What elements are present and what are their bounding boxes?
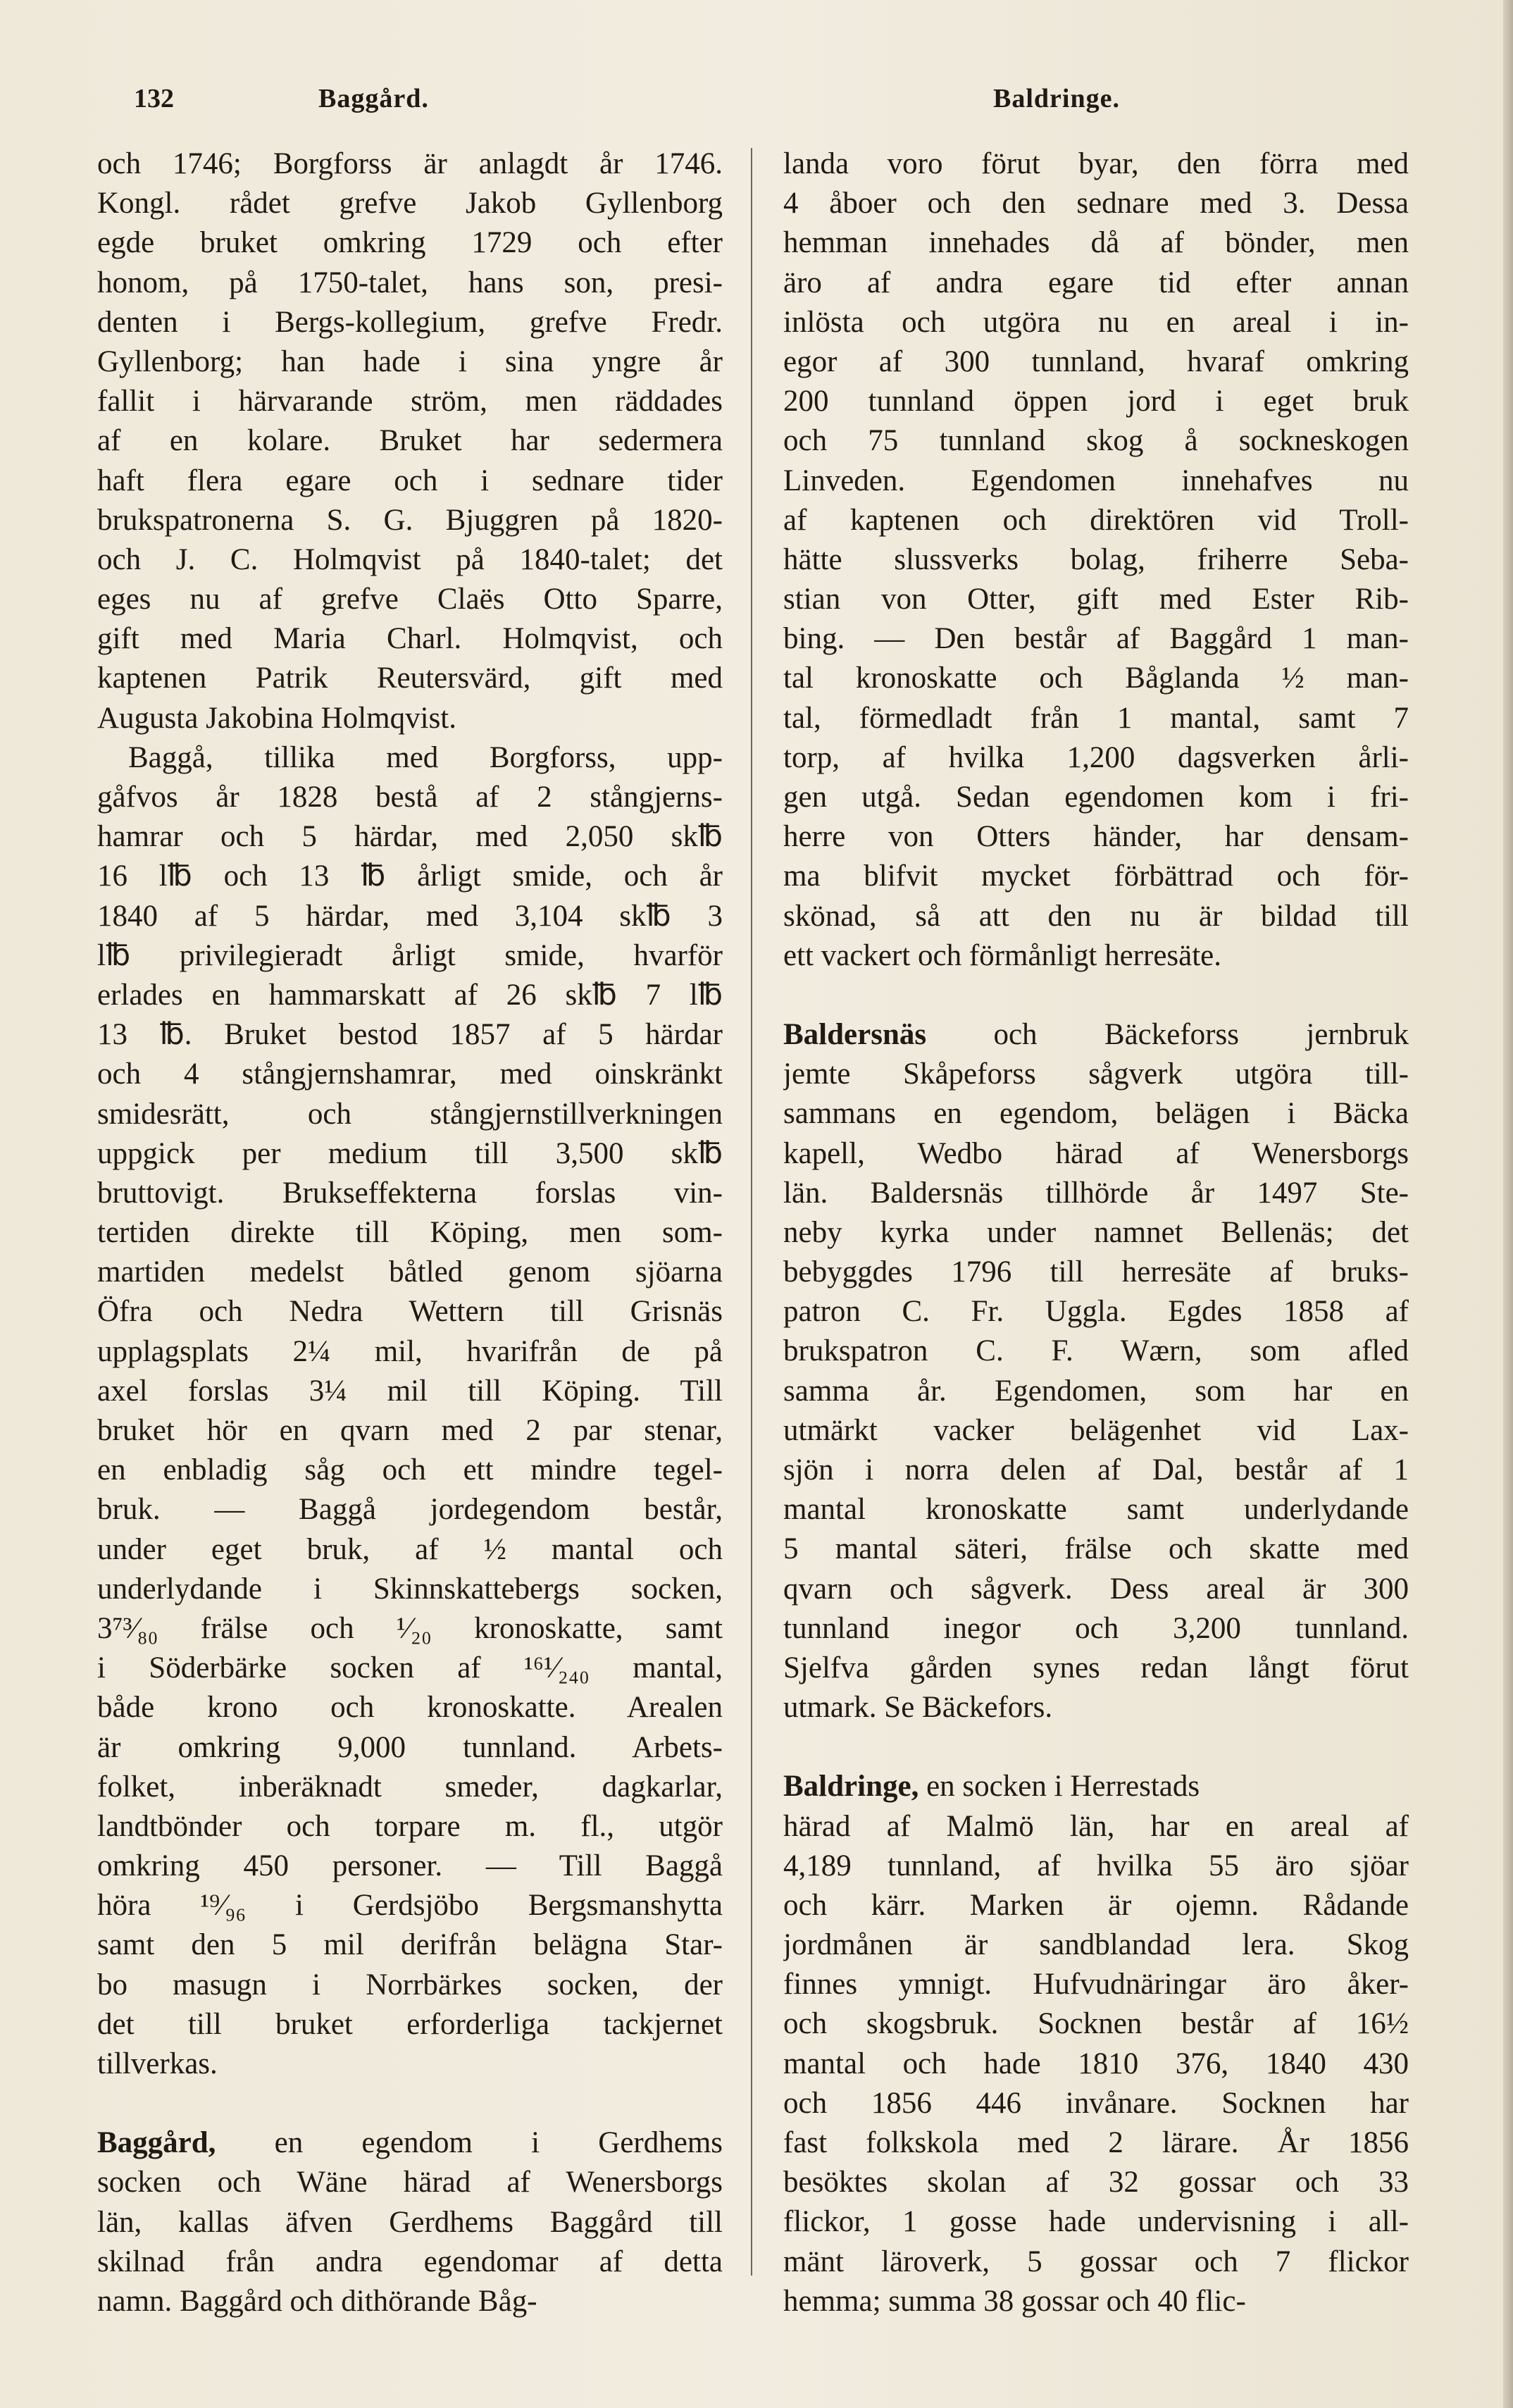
left-running-head: Baggård. xyxy=(318,84,429,113)
text-line: jordmånen är sandblandad lera. Skog xyxy=(783,1928,1409,1962)
text-line: honom, på 1750-talet, hans son, presi- xyxy=(97,266,723,299)
text-line: kapell, Wedbo härad af Wenersborgs xyxy=(783,1136,1409,1170)
text-line: utmärkt vacker belägenhet vid Lax- xyxy=(783,1413,1409,1447)
text-line: län, kallas äfven Gerdhems Baggård till xyxy=(97,2205,723,2239)
text-line: Baldringe, en socken i Herrestads xyxy=(783,1770,1200,1804)
text-line: äro af andra egare tid efter annan xyxy=(783,266,1409,299)
text-line: och kärr. Marken är ojemn. Rådande xyxy=(783,1888,1409,1922)
text-line: patron C. Fr. Uggla. Egdes 1858 af xyxy=(783,1295,1409,1329)
text-line: bruttovigt. Bruksеffekterna forslas vin- xyxy=(97,1176,723,1210)
text-line: sammans en egendom, belägen i Bäcka xyxy=(783,1097,1409,1131)
text-line: flickor, 1 gosse hade undervisning i all- xyxy=(783,2205,1409,2239)
text-line: ma blifvit mycket förbättrad och för- xyxy=(783,859,1409,893)
text-line: både krono och kronoskatte. Arealen xyxy=(97,1691,723,1725)
text-line: höra ¹⁹⁄₉₆ i Gerdsjöbo Bergsmanshytta xyxy=(97,1889,723,1923)
text-line: finnes ymnigt. Hufvudnäringar äro åker- xyxy=(783,1968,1409,2002)
text-line: hamrar och 5 härdar, med 2,050 sk℔ xyxy=(97,820,723,854)
text-line: skilnad från andra egendomar af detta xyxy=(97,2245,723,2278)
text-line: omkring 450 personer. — Till Baggå xyxy=(97,1849,723,1883)
text-line: martiden medelst båtled genom sjöarna xyxy=(97,1255,723,1289)
paragraph-gap xyxy=(97,2084,723,2123)
text-line: denten i Bergs-kollegium, grefve Fredr. xyxy=(97,305,723,339)
text-line: herre von Otters händer, har densam- xyxy=(783,820,1409,854)
text-line: är omkring 9,000 tunnland. Arbets- xyxy=(97,1730,723,1764)
text-line: utmark. Se Bäckefors. xyxy=(783,1691,1053,1725)
text-line: egde bruket omkring 1729 och efter xyxy=(97,226,723,260)
text-line: 3⁷³⁄₈₀ frälse och ¹⁄₂₀ kronoskatte, samt xyxy=(97,1611,723,1645)
text-line: socken och Wäne härad af Wenersborgs xyxy=(97,2166,723,2199)
text-line: skönad, så att den nu är bildad till xyxy=(783,899,1409,933)
entry-headword: Baldersnäs xyxy=(783,1017,927,1051)
text-line: qvarn och sågverk. Dess areal är 300 xyxy=(783,1572,1409,1606)
text-line: Öfra och Nedra Wettern till Grisnäs xyxy=(97,1295,723,1329)
right-running-head: Baldringe. xyxy=(993,84,1120,113)
text-line: 200 tunnland öppen jord i eget bruk xyxy=(783,385,1409,418)
text-line: tal, förmedladt från 1 mantal, samt 7 xyxy=(783,701,1409,735)
text-line: gåfvos år 1828 bestå af 2 stångjerns- xyxy=(97,781,723,814)
text-line: samma år. Egendomen, som har en xyxy=(783,1374,1409,1408)
text-line: torp, af hvilka 1,200 dagsverken årli- xyxy=(783,740,1409,774)
text-line: hemman innehades då af bönder, men xyxy=(783,226,1409,260)
text-line: under eget bruk, af ½ mantal och xyxy=(97,1532,723,1566)
entry-headword: Baggård, xyxy=(97,2126,216,2160)
text-line: mänt läroverk, 5 gossar och 7 flickor xyxy=(783,2245,1409,2278)
text-line: hemma; summa 38 gossar och 40 flic- xyxy=(783,2284,1246,2318)
text-line: inlösta och utgöra nu en areal i in- xyxy=(783,305,1409,339)
text-line: kaptenen Patrik Reutersvärd, gift med xyxy=(97,662,723,695)
text-line: 4,189 tunnland, af hvilka 55 äro sjöar xyxy=(783,1849,1409,1882)
page-number: 132 xyxy=(134,84,174,113)
text-line: mantal och hade 1810 376, 1840 430 xyxy=(783,2047,1409,2080)
text-line: erlades en hammarskatt af 26 sk℔ 7 l℔ xyxy=(97,978,723,1012)
text-line: neby kyrka under namnet Bellenäs; det xyxy=(783,1215,1409,1249)
page-spine-edge xyxy=(1503,0,1513,2408)
text-line: bing. — Den består af Baggård 1 man- xyxy=(783,622,1409,656)
text-line: härad af Malmö län, har en areal af xyxy=(783,1809,1409,1843)
right-column xyxy=(783,144,1409,2321)
text-line: hätte slussverks bolag, friherre Seba- xyxy=(783,542,1409,576)
text-line: bo masugn i Norrbärkes socken, der xyxy=(97,1968,723,2002)
text-line: i Söderbärke socken af ¹⁶¹⁄₂₄₀ mantal, xyxy=(97,1651,723,1685)
text-line: och 4 stångjernshamrar, med oinskränkt xyxy=(97,1057,723,1091)
text-line: Baggård, en egendom i Gerdhems xyxy=(97,2126,723,2160)
text-line: och 1746; Borgforss är anlagdt år 1746. xyxy=(97,147,723,180)
text-line: fast folkskola med 2 lärare. År 1856 xyxy=(783,2126,1409,2159)
text-line: det till bruket erforderliga tackjernet xyxy=(97,2007,723,2041)
column-divider xyxy=(751,148,752,2276)
running-header xyxy=(0,83,1513,125)
text-line: samt den 5 mil derifrån belägna Star- xyxy=(97,1928,723,1962)
text-line: mantal kronoskatte samt underlydande xyxy=(783,1493,1409,1527)
text-line: axel forslas 3¼ mil till Köping. Till xyxy=(97,1374,723,1408)
text-line: Gyllenborg; han hade i sina yngre år xyxy=(97,345,723,378)
text-line: tertiden direkte till Köping, men som- xyxy=(97,1216,723,1250)
text-line: och 75 tunnland skog å sockneskogen xyxy=(783,424,1409,458)
text-line: 4 åboer och den sednare med 3. Dessa xyxy=(783,187,1409,221)
text-line: besöktes skolan af 32 gossar och 33 xyxy=(783,2166,1409,2199)
text-line: ett vackert och förmånligt herresäte. xyxy=(783,938,1222,972)
text-line: en enbladig såg och ett mindre tegel- xyxy=(97,1453,723,1487)
text-line: län. Baldersnäs tillhörde år 1497 Ste- xyxy=(783,1176,1409,1210)
text-line: sjön i norra delen af Dal, består af 1 xyxy=(783,1453,1409,1487)
text-line: fallit i härvarande ström, men räddades xyxy=(97,385,723,418)
text-line: namn. Baggård och dithörande Båg- xyxy=(97,2284,537,2318)
text-line: tal kronoskatte och Båglanda ½ man- xyxy=(783,662,1409,695)
text-line: underlydande i Skinnskattebergs socken, xyxy=(97,1572,723,1606)
text-line: uppgick per medium till 3,500 sk℔ xyxy=(97,1136,723,1170)
paragraph-gap xyxy=(783,976,1409,1015)
text-line: landa voro förut byar, den förra med xyxy=(783,147,1409,180)
text-line: Baldersnäs och Bäckeforss jernbruk xyxy=(783,1017,1409,1051)
paragraph-gap xyxy=(783,1727,1409,1767)
text-line: Sjelfva gården synes redan långt förut xyxy=(783,1651,1409,1684)
text-line: folket, inberäknadt smeder, dagkarlar, xyxy=(97,1770,723,1804)
text-line: Baggå, tillika med Borgforss, upp- xyxy=(128,740,723,774)
text-line: och 1856 446 invånare. Socknen har xyxy=(783,2086,1409,2120)
text-line: landtbönder och torpare m. fl., utgör xyxy=(97,1809,723,1843)
text-line: bebyggdes 1796 till herresäte af bruks- xyxy=(783,1255,1409,1289)
text-line: 1840 af 5 härdar, med 3,104 sk℔ 3 xyxy=(97,899,723,933)
text-line: l℔ privilegieradt årligt smide, hvarför xyxy=(97,938,723,972)
text-line: eges nu af grefve Claës Otto Sparre, xyxy=(97,583,723,616)
text-line: gen utgå. Sedan egendomen kom i fri- xyxy=(783,781,1409,814)
text-line: och J. C. Holmqvist på 1840-talet; det xyxy=(97,542,723,576)
text-line: brukspatronerna S. G. Bjuggren på 1820- xyxy=(97,503,723,537)
text-line: af en kolare. Bruket har sedermera xyxy=(97,424,723,458)
text-line: stian von Otter, gift med Ester Rib- xyxy=(783,583,1409,616)
entry-headword: Baldringe, xyxy=(783,1770,919,1804)
text-line: 5 mantal säteri, frälse och skatte med xyxy=(783,1532,1409,1566)
text-line: Linveden. Egendomen innehafves nu xyxy=(783,464,1409,497)
text-line: tunnland inegor och 3,200 tunnland. xyxy=(783,1611,1409,1645)
text-line: Augusta Jakobina Holmqvist. xyxy=(97,701,456,735)
text-line: brukspatron C. F. Wærn, som afled xyxy=(783,1334,1409,1368)
text-line: Kongl. rådet grefve Jakob Gyllenborg xyxy=(97,187,723,221)
text-line: gift med Maria Charl. Holmqvist, och xyxy=(97,622,723,656)
text-line: och skogsbruk. Socknen består af 16½ xyxy=(783,2007,1409,2041)
text-line: smidesrätt, och stångjernstillverkningen xyxy=(97,1097,723,1131)
text-line: 16 l℔ och 13 ℔ årligt smide, och år xyxy=(97,859,723,893)
text-line: jemte Skåpeforss sågverk utgöra till- xyxy=(783,1057,1409,1091)
text-line: bruket hör en qvarn med 2 par stenar, xyxy=(97,1414,723,1447)
text-line: 13 ℔. Bruket bestod 1857 af 5 härdar xyxy=(97,1018,723,1052)
text-line: bruk. — Baggå jordegendom består, xyxy=(97,1493,723,1527)
text-line: haft flera egare och i sednare tider xyxy=(97,464,723,497)
text-line: upplagsplats 2¼ mil, hvarifrån de på xyxy=(97,1334,723,1368)
text-line: af kaptenen och direktören vid Troll- xyxy=(783,503,1409,537)
text-line: egor af 300 tunnland, hvaraf omkring xyxy=(783,345,1409,378)
text-line: tillverkas. xyxy=(97,2047,218,2080)
left-column xyxy=(97,144,723,2321)
